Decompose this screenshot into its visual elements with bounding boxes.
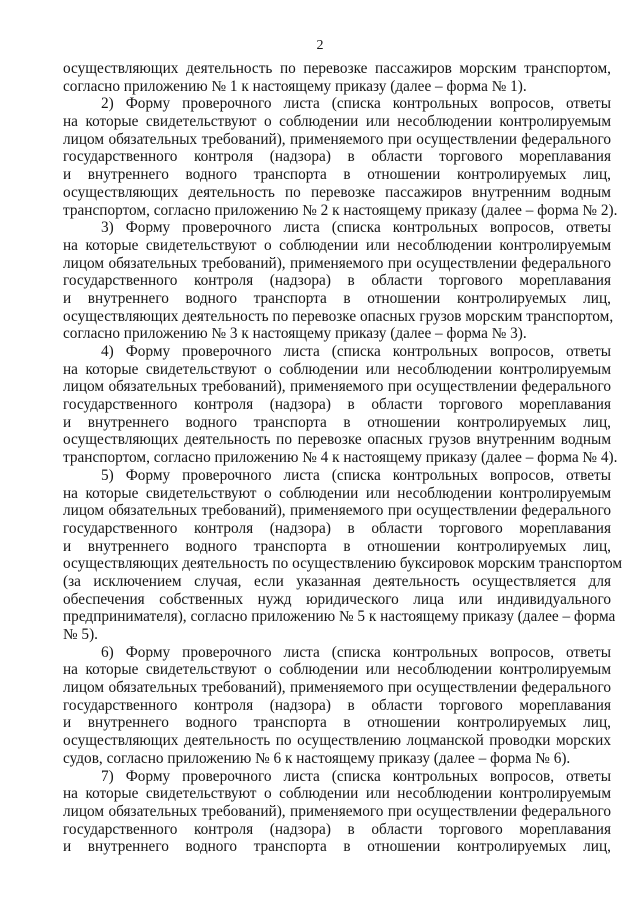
text-line: на которые свидетельствуют о соблюдении или несоблюдении контролируемым <box>63 484 611 502</box>
text-line: транспортом, согласно приложению № 4 к настоящему приказу (далее – форма № 4). <box>63 449 618 467</box>
text-line: на которые свидетельствуют о соблюдении или несоблюдении контролируемым <box>63 236 611 254</box>
text-line: осуществляющих деятельность по осуществлению буксировок морским транспортом <box>63 555 623 573</box>
text-line: на которые свидетельствуют о соблюдении или несоблюдении контролируемым <box>63 661 611 679</box>
text-line: (за исключением случая, если указанная деятельность осуществляется для <box>63 572 611 590</box>
text-line: государственного контроля (надзора) в области торгового мореплавания <box>63 272 611 290</box>
text-line: на которые свидетельствуют о соблюдении или несоблюдении контролируемым <box>63 785 611 803</box>
text-line: на которые свидетельствуют о соблюдении или несоблюдении контролируемым <box>63 360 611 378</box>
text-line: государственного контроля (надзора) в области торгового мореплавания <box>63 148 611 166</box>
text-line: транспортом, согласно приложению № 2 к настоящему приказу (далее – форма № 2). <box>63 201 618 219</box>
text-line: лицом обязательных требований), применяемого при осуществлении федерального <box>63 254 611 272</box>
text-line: согласно приложению № 1 к настоящему приказу (далее – форма № 1). <box>63 77 527 95</box>
text-line: и внутреннего водного транспорта в отношении контролируемых лиц, <box>63 289 611 307</box>
text-line: на которые свидетельствуют о соблюдении или несоблюдении контролируемым <box>63 113 611 131</box>
paragraph-first-line: 3) Форму проверочного листа (списка контрольных вопросов, ответы <box>101 219 611 237</box>
text-line: и внутреннего водного транспорта в отношении контролируемых лиц, <box>63 838 611 856</box>
paragraph-first-line: 5) Форму проверочного листа (списка контрольных вопросов, ответы <box>101 466 611 484</box>
text-line: лицом обязательных требований), применяемого при осуществлении федерального <box>63 378 611 396</box>
text-line: и внутреннего водного транспорта в отношении контролируемых лиц, <box>63 714 611 732</box>
text-line: осуществляющих деятельность по перевозке пассажиров морским транспортом, <box>63 60 611 77</box>
text-line: лицом обязательных требований), применяемого при осуществлении федерального <box>63 502 611 520</box>
paragraph-first-line: 4) Форму проверочного листа (списка контрольных вопросов, ответы <box>101 343 611 360</box>
document-body <box>63 60 623 856</box>
text-line: лицом обязательных требований), применяемого при осуществлении федерального <box>63 130 611 148</box>
text-line: № 5). <box>63 626 98 643</box>
text-line: и внутреннего водного транспорта в отношении контролируемых лиц, <box>63 166 611 184</box>
text-line: осуществляющих деятельность по перевозке пассажиров внутренним водным <box>63 183 611 201</box>
text-line: лицом обязательных требований), применяемого при осуществлении федерального <box>63 802 611 820</box>
text-line: согласно приложению № 3 к настоящему приказу (далее – форма № 3). <box>63 325 527 343</box>
paragraph-first-line: 7) Форму проверочного листа (списка контрольных вопросов, ответы <box>101 767 611 785</box>
text-line: государственного контроля (надзора) в области торгового мореплавания <box>63 519 611 537</box>
text-line: осуществляющих деятельность по перевозке опасных грузов внутренним водным <box>63 431 611 449</box>
text-line: и внутреннего водного транспорта в отношении контролируемых лиц, <box>63 413 611 431</box>
text-line: осуществляющих деятельность по осуществлению лоцманской проводки морских <box>63 732 611 750</box>
text-line: обеспечения собственных нужд юридического лица или индивидуального <box>63 590 611 608</box>
text-line: и внутреннего водного транспорта в отношении контролируемых лиц, <box>63 537 611 555</box>
text-line: государственного контроля (надзора) в области торгового мореплавания <box>63 696 611 714</box>
text-line: судов, согласно приложению № 6 к настоящему приказу (далее – форма № 6). <box>63 749 571 767</box>
paragraph-first-line: 6) Форму проверочного листа (списка контрольных вопросов, ответы <box>101 643 611 661</box>
paragraph-first-line: 2) Форму проверочного листа (списка контрольных вопросов, ответы <box>101 95 611 113</box>
text-line: лицом обязательных требований), применяемого при осуществлении федерального <box>63 679 611 697</box>
page-number: 2 <box>316 38 324 53</box>
text-line: осуществляющих деятельность по перевозке опасных грузов морским транспортом, <box>63 307 614 325</box>
text-line: государственного контроля (надзора) в области торгового мореплавания <box>63 820 611 838</box>
text-line: предпринимателя), согласно приложению № 5 к настоящему приказу (далее – форма <box>63 608 616 626</box>
text-line: государственного контроля (надзора) в области торгового мореплавания <box>63 396 611 414</box>
